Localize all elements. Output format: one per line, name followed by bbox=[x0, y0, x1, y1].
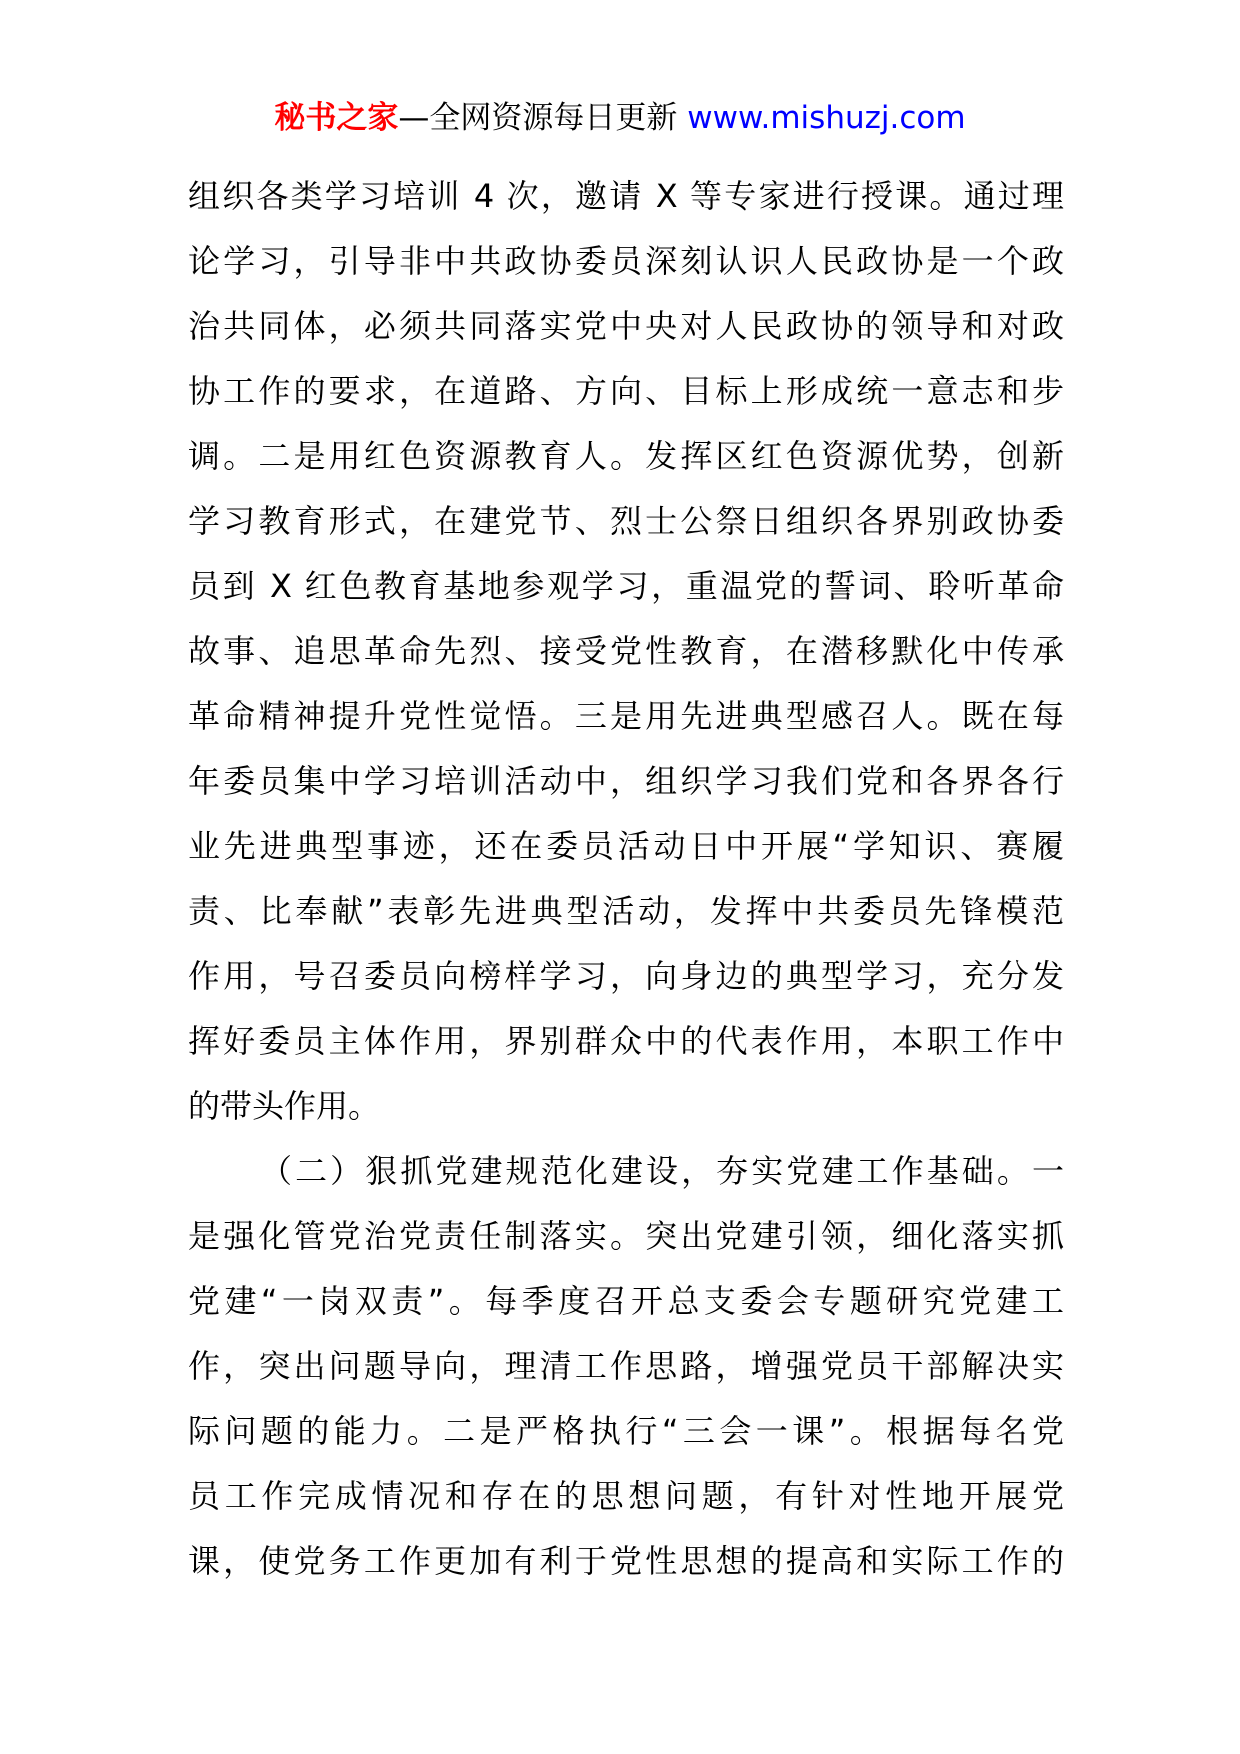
text-line: 学习教育形式，在建党节、烈士公祭日组织各界别政协委 bbox=[188, 502, 1064, 540]
text-line: 调。二是用红色资源教育人。发挥区红色资源优势，创新 bbox=[188, 437, 1064, 475]
document-body bbox=[188, 164, 1064, 1594]
text-line: 故事、追思革命先烈、接受党性教育，在潜移默化中传承 bbox=[188, 632, 1064, 670]
text-line: 责、比奉献”表彰先进典型活动，发挥中共委员先锋模范 bbox=[188, 892, 1064, 930]
site-tagline: —全网资源每日更新 bbox=[398, 100, 688, 136]
document-header bbox=[0, 96, 1240, 140]
text-line: 治共同体，必须共同落实党中央对人民政协的领导和对政 bbox=[188, 307, 1064, 345]
text-line: 作，突出问题导向，理清工作思路，增强党员干部解决实 bbox=[188, 1347, 1064, 1385]
text-line: 论学习，引导非中共政协委员深刻认识人民政协是一个政 bbox=[188, 242, 1064, 280]
text-line: 作用，号召委员向榜样学习，向身边的典型学习，充分发 bbox=[188, 957, 1064, 995]
text-line: 组织各类学习培训 4 次，邀请 X 等专家进行授课。通过理 bbox=[188, 177, 1064, 215]
text-line: 课，使党务工作更加有利于党性思想的提高和实际工作的 bbox=[188, 1542, 1064, 1580]
text-line: 革命精神提升党性觉悟。三是用先进典型感召人。既在每 bbox=[188, 697, 1064, 735]
site-url-link[interactable]: www.mishuzj.com bbox=[687, 100, 966, 136]
text-line: 业先进典型事迹，还在委员活动日中开展“学知识、赛履 bbox=[188, 827, 1064, 865]
text-line: 党建“一岗双责”。每季度召开总支委会专题研究党建工 bbox=[188, 1282, 1064, 1320]
text-line: 际问题的能力。二是严格执行“三会一课”。根据每名党 bbox=[188, 1412, 1064, 1450]
text-line: 年委员集中学习培训活动中，组织学习我们党和各界各行 bbox=[188, 762, 1064, 800]
paragraph-end-line: 的带头作用。 bbox=[188, 1087, 381, 1125]
site-brand: 秘书之家 bbox=[274, 100, 399, 136]
text-line: 是强化管党治党责任制落实。突出党建引领，细化落实抓 bbox=[188, 1217, 1064, 1255]
text-line: 协工作的要求，在道路、方向、目标上形成统一意志和步 bbox=[188, 372, 1064, 410]
section-heading-line: （二）狠抓党建规范化建设，夯实党建工作基础。一 bbox=[260, 1152, 1064, 1190]
text-line: 员到 X 红色教育基地参观学习，重温党的誓词、聆听革命 bbox=[188, 567, 1064, 605]
text-line: 员工作完成情况和存在的思想问题，有针对性地开展党 bbox=[188, 1477, 1064, 1515]
text-line: 挥好委员主体作用，界别群众中的代表作用，本职工作中 bbox=[188, 1022, 1064, 1060]
